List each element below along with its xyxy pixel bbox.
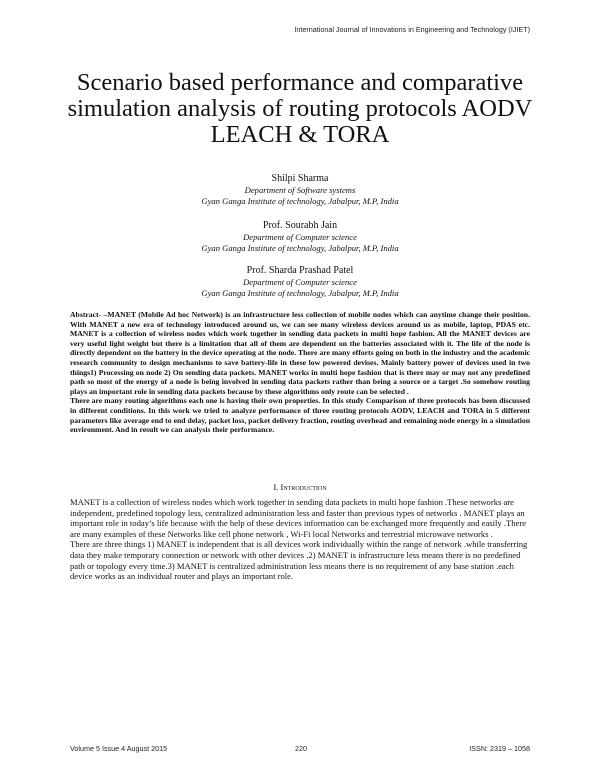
introduction-body	[70, 497, 530, 582]
section-heading	[60, 482, 540, 492]
abstract-paragraph: Abstract- –MANET (Mobile Ad hoc Network) is an infrastructure less collection of mobile nodes which can anytime change their position. With MANET a new era of technology introduced around us, we can see many wireless devices around us as mobile, laptop, PDAS etc. MANET is a collection of wireless nodes which work together in sending data packets in multi hope fashion. All the MANET devices are very useful light weight but there is a limitation that all of them are dependent on the batteries associated with it. The life of the node is directly dependent on the battery in the device operating at the node. There are many efforts going on both in the industry and the academic research community to design mechanisms to save battery-life in these low powered devises. Mainly battery power of devices used in two things1) Processing on node 2) On sending data packets. MANET works in multi hope fashion that is there may or may not any predefined path so most of the energy of a node is being involved in sending data packets rather than being a source or a target .So somehow routing plays an important role in sending data packets because by these algorithms only route can be selected .	[70, 310, 530, 396]
author-name: Prof. Sourabh Jain	[262, 220, 338, 231]
author-block-3	[60, 264, 540, 299]
paper-title: Scenario based performance and comparative simulation analysis of routing protocols AODV LEACH & TORA	[67, 69, 533, 148]
body-paragraph: There are three things 1) MANET is independent that is all devices work individually within the range of network .while transferring data they make temporary connection or network with other devices .2) MANET is infrastructure less means there is no predefined path or topology every time.3) MANET is centralized administration less means there is no requirement of any base station .each device works as an individual router and plays an important role.	[70, 539, 528, 582]
author-block-2	[60, 219, 540, 254]
author-department: Department of Computer science	[243, 232, 357, 242]
body-paragraph: MANET is a collection of wireless nodes which work together in sending data packets in multi hope fashion .These networks are independent, predefined topology less, centralized administration less and faster than previous types of networks . MANET plays an important role in today’s life because with the help of these devices information can be exchanged more frequently and easily .There are many examples of these Networks like cell phone network , Wi-Fi local Networks and terrestrial microwave networks .	[70, 497, 527, 539]
section-title: Introduction	[280, 482, 327, 492]
abstract-paragraph: There are many routing algorithms each one is having their own properties. In this study Comparison of three protocols has been discussed in different conditions. In this work we tried to analyze performance of three routing protocols AODV, LEACH and TORA in 5 different parameters like average end to end delay, packet loss, packet delivery fraction, routing overhead and remaining node energy in a simulation environment. And in result we can analysis their performance.	[70, 396, 530, 435]
author-institute: Gyan Ganga Institute of technology, Jabalpur, M.P, India	[201, 288, 399, 298]
author-name: Prof. Sharda Prashad Patel	[246, 265, 354, 276]
footer-issn: ISSN: 2319 – 1058	[469, 744, 530, 753]
section-number: I.	[273, 482, 279, 492]
author-block-1	[60, 172, 540, 207]
author-department: Department of Software systems	[244, 185, 356, 195]
author-name: Shilpi Sharma	[271, 173, 329, 184]
author-institute: Gyan Ganga Institute of technology, Jabalpur, M.P, India	[201, 196, 399, 206]
author-department: Department of Computer science	[243, 277, 357, 287]
journal-header: International Journal of Innovations in Engineering and Technology (IJIET)	[294, 25, 530, 34]
footer-volume: Volume 5 Issue 4 August 2015	[70, 744, 168, 753]
footer-page-number: 220	[295, 744, 307, 753]
abstract	[70, 310, 530, 435]
author-institute: Gyan Ganga Institute of technology, Jabalpur, M.P, India	[201, 243, 399, 253]
